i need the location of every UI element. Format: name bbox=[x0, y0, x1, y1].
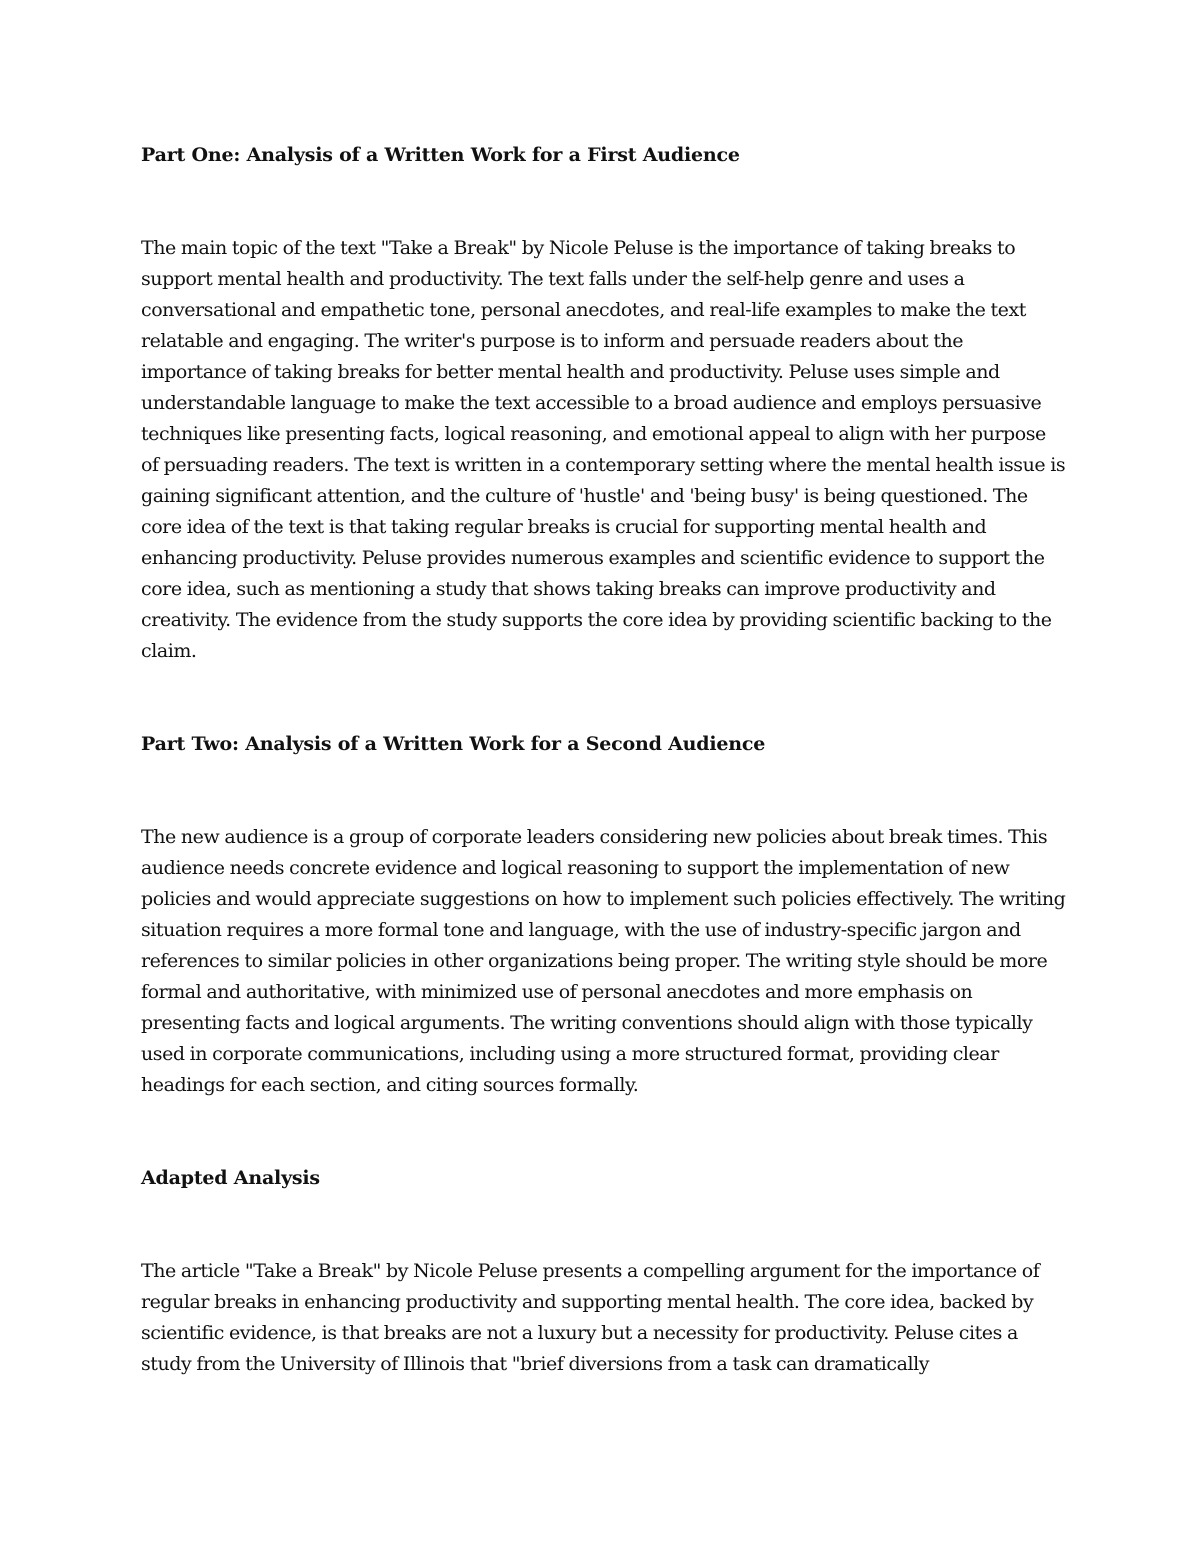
document-page bbox=[141, 140, 1066, 1380]
section-heading-part-one: Part One: Analysis of a Written Work for a First Audience bbox=[141, 144, 740, 166]
section-heading-part-two: Part Two: Analysis of a Written Work for a Second Audience bbox=[141, 733, 766, 755]
section-body-part-one: The main topic of the text "Take a Break" by Nicole Peluse is the importance of taking breaks to support mental health and productivity. The text falls under the self-help genre and uses a conversational and empathetic tone, personal anecdotes, and real-life examples to make the text relatable and engaging. The writer's purpose is to inform and persuade readers about the importance of taking breaks for better mental health and productivity. Peluse uses simple and understandable language to make the text accessible to a broad audience and employs persuasive techniques like presenting facts, logical reasoning, and emotional appeal to align with her purpose of persuading readers. The text is written in a contemporary setting where the mental health issue is gaining significant attention, and the culture of 'hustle' and 'being busy' is being questioned. The core idea of the text is that taking regular breaks is crucial for supporting mental health and enhancing productivity. Peluse provides numerous examples and scientific evidence to support the core idea, such as mentioning a study that shows taking breaks can improve productivity and creativity. The evidence from the study supports the core idea by providing scientific backing to the claim. bbox=[141, 237, 1066, 662]
section-body-part-two: The new audience is a group of corporate leaders considering new policies about break times. This audience needs concrete evidence and logical reasoning to support the implementation of new policies and would appreciate suggestions on how to implement such policies effectively. The writing situation requires a more formal tone and language, with the use of industry-specific jargon and references to similar policies in other organizations being proper. The writing style should be more formal and authoritative, with minimized use of personal anecdotes and more emphasis on presenting facts and logical arguments. The writing conventions should align with those typically used in corporate communications, including using a more structured format, providing clear headings for each section, and citing sources formally. bbox=[141, 826, 1066, 1096]
section-body-adapted-analysis: The article "Take a Break" by Nicole Peluse presents a compelling argument for the importance of regular breaks in enhancing productivity and supporting mental health. The core idea, backed by scientific evidence, is that breaks are not a luxury but a necessity for productivity. Peluse cites a study from the University of Illinois that "brief diversions from a task can dramatically bbox=[141, 1260, 1040, 1375]
section-heading-adapted-analysis: Adapted Analysis bbox=[141, 1167, 320, 1189]
